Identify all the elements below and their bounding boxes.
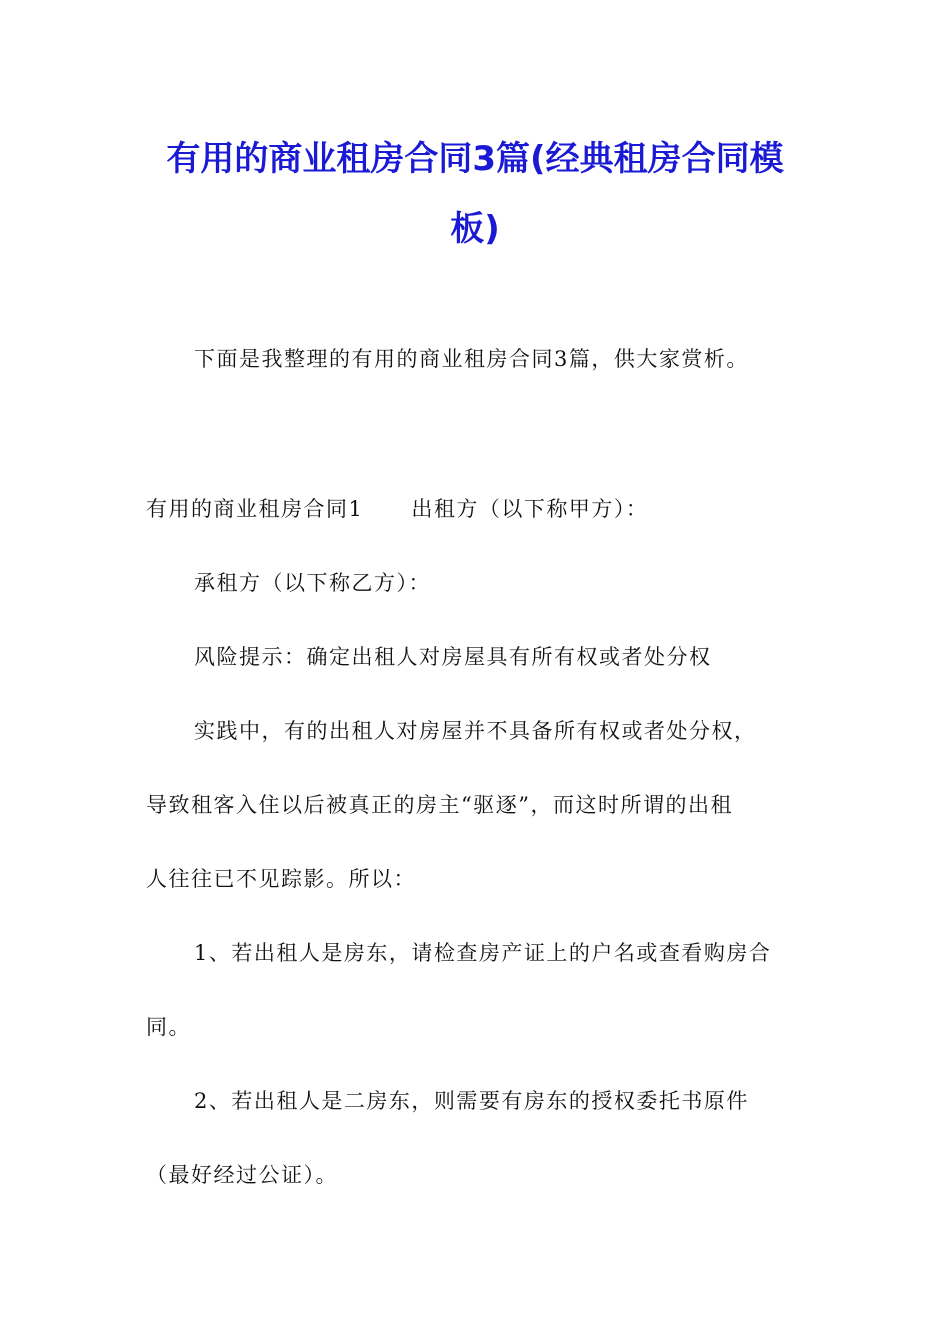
practice-line-2: 导致租客入住以后被真正的房主“驱逐”，而这时所谓的出租	[146, 793, 733, 817]
section1-heading: 有用的商业租房合同1	[146, 497, 364, 521]
item1-line-2: 同。	[146, 1015, 191, 1039]
section1-heading-line	[146, 472, 806, 546]
intro-paragraph	[146, 322, 806, 396]
item1-line-1: 1、若出租人是房东，请检查房产证上的户名或查看购房合	[194, 941, 772, 965]
practice-line-3: 人往往已不见踪影。所以：	[146, 867, 416, 891]
lessee-label: 承租方（以下称乙方）：	[194, 571, 431, 595]
risk-tip: 风险提示：确定出租人对房屋具有所有权或者处分权	[194, 645, 712, 669]
title-line-1: 有用的商业租房合同3篇(经典租房合同模	[166, 139, 784, 179]
lessor-label: 出租方（以下称甲方）：	[411, 497, 649, 521]
practice-line-1: 实践中，有的出租人对房屋并不具备所有权或者处分权，	[194, 719, 757, 743]
title-line-2: 板)	[450, 209, 500, 249]
document-title	[140, 124, 810, 264]
contract-parties-section	[146, 472, 806, 1212]
item2-line-2: （最好经过公证）。	[146, 1163, 338, 1187]
item2-line-1: 2、若出租人是二房东，则需要有房东的授权委托书原件	[194, 1089, 749, 1113]
intro-text: 下面是我整理的有用的商业租房合同3篇，供大家赏析。	[194, 347, 749, 371]
